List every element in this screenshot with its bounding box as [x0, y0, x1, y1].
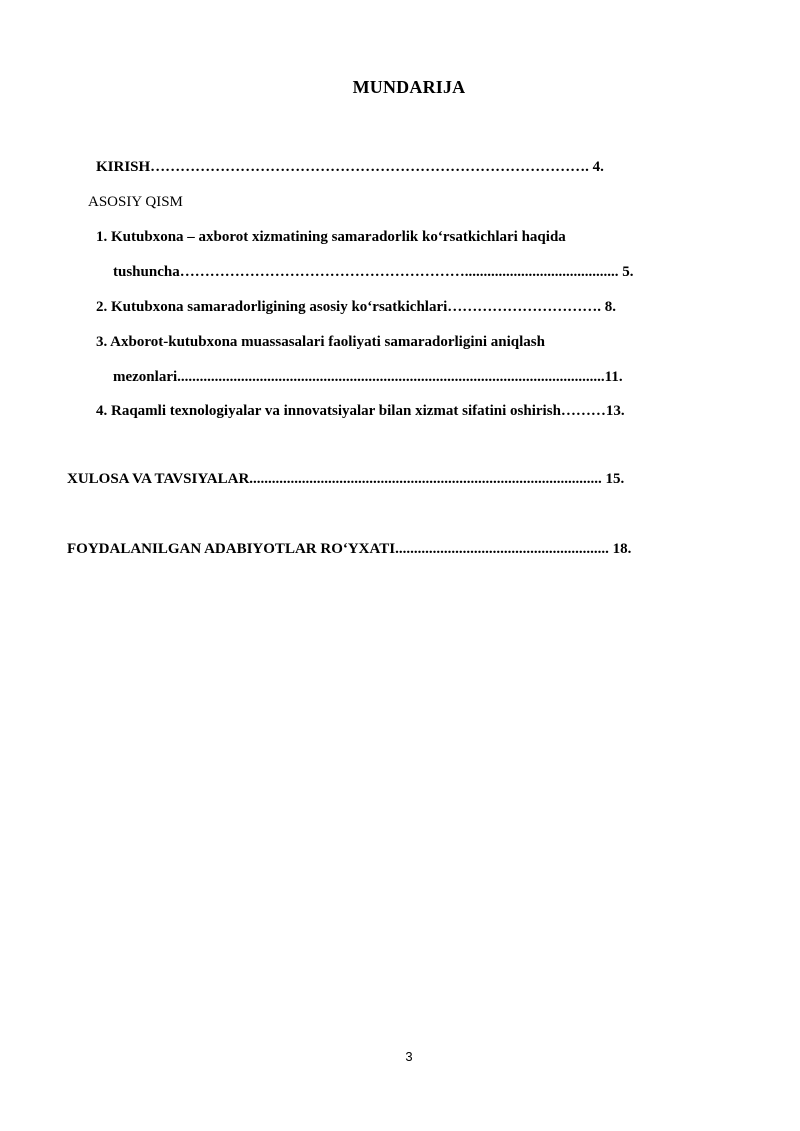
toc-entry-3-line-2: mezonlari..................................................................................................................11.: [113, 369, 623, 385]
page-title: MUNDARIJA: [352, 77, 466, 97]
toc-entry-3-line-1: 3. Axborot-kutubxona muassasalari faoliyati samaradorligini aniqlash: [96, 334, 545, 350]
toc-entry-4: 4. Raqamli texnologiyalar va innovatsiyalar bilan xizmat sifatini oshirish………13.: [96, 403, 625, 419]
page-number: 3: [405, 1049, 413, 1064]
toc-entry-1-line-1: 1. Kutubxona – axborot xizmatining samaradorlik ko‘rsatkichlari haqida: [96, 229, 566, 245]
toc-heading-asosiy-qism: ASOSIY QISM: [88, 194, 183, 210]
toc-entry-xulosa: XULOSA VA TAVSIYALAR.............................................................................................. 15.: [67, 471, 625, 487]
toc-entry-kirish: KIRISH……………………………………………………………………………. 4.: [96, 159, 604, 175]
toc-entry-1-line-2: tushuncha…………………………………………………......................................... 5.: [113, 264, 634, 280]
toc-entry-adabiyotlar: FOYDALANILGAN ADABIYOTLAR RO‘YXATI......................................................... 18.: [67, 541, 632, 557]
toc-entry-2: 2. Kutubxona samaradorligining asosiy ko‘rsatkichlari…………………………. 8.: [96, 299, 617, 315]
